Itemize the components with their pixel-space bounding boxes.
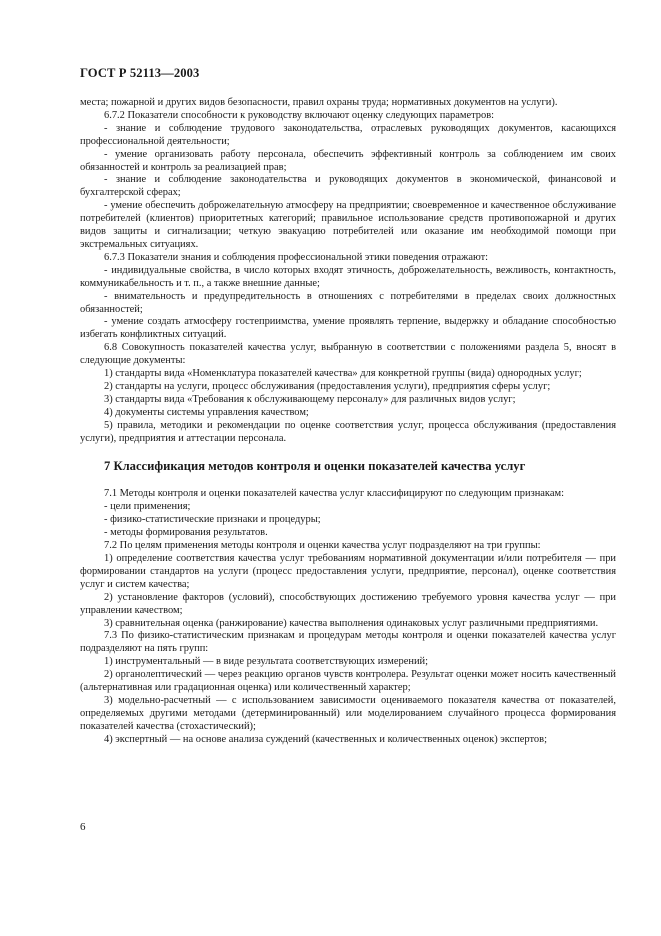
list-item: 1) определение соответствия качества услуг требованиям нормативной документации и/или потребителя — при формировании стандартов на услуги (процесс предоставления услуги, предприятие, персонал), оценке соответствия услуг и систем качества;: [80, 553, 616, 590]
page-number: 6: [80, 821, 86, 833]
list-item: 4) документы системы управления качеством;: [104, 406, 309, 418]
list-item: - знание и соблюдение законодательства и руководящих документов в экономической, финансовой и бухгалтерской сферах;: [80, 174, 616, 199]
list-item: - умение создать атмосферу гостеприимства, умение проявлять терпение, выдержку и обладание способностью избегать конфликтных ситуаций.: [80, 316, 616, 341]
list-item: 5) правила, методики и рекомендации по оценке соответствия услуг, процесса обслуживания (предоставления услуги), предприятия и аттестации персонала.: [80, 419, 616, 444]
list-item: 1) стандарты вида «Номенклатура показателей качества» для конкретной группы (вида) однородных услуг;: [104, 368, 582, 380]
clause-6-7-3: 6.7.3 Показатели знания и соблюдения профессиональной этики поведения отражают:: [104, 251, 489, 263]
clause-7-1: 7.1 Методы контроля и оценки показателей качества услуг классифицируют по следующим признакам:: [104, 488, 564, 500]
list-item: - индивидуальные свойства, в число которых входят этичность, доброжелательность, вежливость, контактность, коммуникабельность и т. п., а также внешние данные;: [80, 264, 616, 289]
list-item: 2) установление факторов (условий), способствующих достижению требуемого уровня качества услуг — при управлении качеством;: [80, 591, 616, 616]
list-item: - цели применения;: [104, 501, 191, 513]
clause-7-3: 7.3 По физико-статистическим признакам и процедурам методы контроля и оценки показателей качества услуг подразделяют на пять групп:: [80, 630, 616, 655]
list-item: 1) инструментальный — в виде результата соответствующих измерений;: [104, 656, 429, 668]
document-header: ГОСТ Р 52113—2003: [80, 66, 200, 80]
clause-7-2: 7.2 По целям применения методы контроля и оценки качества услуг подразделяют на три группы:: [104, 540, 541, 552]
list-item: 2) стандарты на услуги, процесс обслуживания (предоставления услуги), предприятия сферы услуг;: [104, 380, 551, 392]
list-item: - внимательность и предупредительность в отношениях с потребителями в пределах своих должностных обязанностей;: [80, 290, 616, 315]
list-item: - методы формирования результатов.: [104, 527, 268, 539]
list-item: - умение организовать работу персонала, обеспечить эффективный контроль за соблюдением им своих обязанностей и контроль за реализацией прав;: [80, 148, 616, 173]
list-item: 4) экспертный — на основе анализа суждений (качественных и количественных оценок) экспертов;: [104, 733, 547, 745]
clause-6-7-2: 6.7.2 Показатели способности к руководству включают оценку следующих параметров:: [104, 109, 495, 121]
list-item: 2) органолептический — через реакцию органов чувств контролера. Результат оценки может носить качественный (альтернативная или градационная оценка) или количественный характер;: [80, 669, 616, 694]
list-item: - умение обеспечить доброжелательную атмосферу на предприятии; своевременное и качественное обслуживание потребителей (клиентов) приоритетных категорий; правильное использование средств противопожарной и других видов защиты и сигнализации; четкую эвакуацию потребителей или оказание им необходимой помощи при экстремальных ситуациях.: [80, 200, 616, 250]
list-item: 3) сравнительная оценка (ранжирование) качества выполнения одинаковых услуг различными предприятиями.: [104, 617, 599, 629]
list-item: 3) стандарты вида «Требования к обслуживающему персоналу» для различных видов услуг;: [104, 393, 516, 405]
list-item: 3) модельно-расчетный — с использованием зависимости оцениваемого показателя качества от показателей, определяемых другими методами (детерминированный) или моделированием случайного процесса формирования показателей качества (стохастический);: [80, 694, 616, 732]
list-item: - знание и соблюдение трудового законодательства, отраслевых руководящих документов, касающихся профессиональной деятельности;: [80, 122, 616, 147]
list-item: - физико-статистические признаки и процедуры;: [104, 514, 321, 526]
clause-6-8: 6.8 Совокупность показателей качества услуг, выбранную в соответствии с положениями раздела 5, вносят в следующие документы:: [80, 342, 616, 367]
document-body: [80, 97, 616, 747]
section-7-heading: 7 Классификация методов контроля и оценки показателей качества услуг: [104, 459, 526, 474]
paragraph-continuation: места; пожарной и других видов безопасности, правил охраны труда; нормативных документов на услуги).: [80, 97, 558, 108]
